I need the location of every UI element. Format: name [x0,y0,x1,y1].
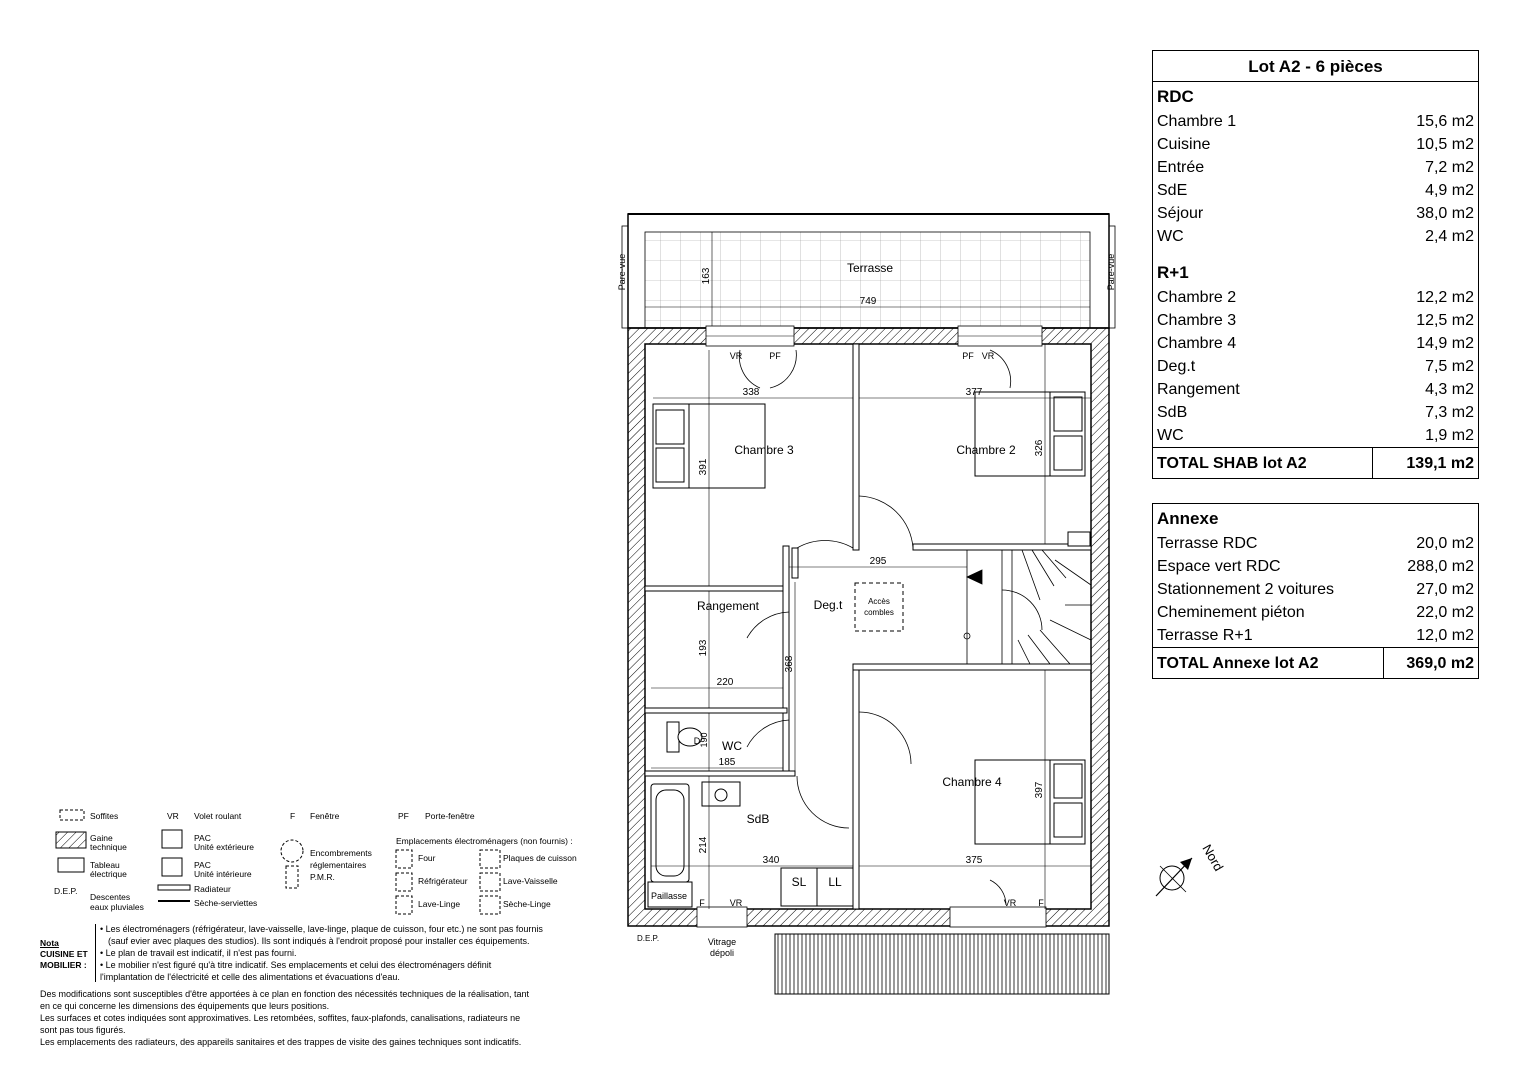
row-label: Chambre 2 [1157,289,1237,306]
legend-tableau-1: Tableau [90,860,120,870]
dim-391: 391 [698,458,709,476]
acces-combles-label-2: combles [864,608,894,617]
legend-tableau-2: électrique [90,869,127,879]
para-4: sont pas tous figurés. [40,1025,126,1035]
legend-pac-ui-1: PAC [194,860,211,870]
vr-label-4: VR [1003,898,1017,908]
room-label-degt: Deg.t [813,598,843,612]
dim-295: 295 [869,556,887,567]
legend-gaine-2: technique [90,842,127,852]
dep-label-plan: D.E.P. [636,934,660,943]
lave-linge-icon [396,896,412,914]
row-value: 2,4 m2 [1425,228,1474,245]
bullet-1b: (sauf evier avec plaques des studios). Ils sont indiqués à l'endroit proposé pour installer ces équipements. [108,936,530,946]
pare-vue-label-right: Pare-vue [1106,253,1116,291]
acces-combles-label-1: Accès [868,597,890,606]
radiateur-icon [158,885,190,890]
soffites-icon [60,810,84,820]
room-label-rangement: Rangement [696,599,760,613]
tableau-electrique-icon [58,858,84,872]
row-value: 4,9 m2 [1425,182,1474,199]
row-value: 7,2 m2 [1425,159,1474,176]
row-label: Séjour [1157,205,1204,222]
legend-emplacements: Emplacements électroménagers (non fournis) : [396,836,573,846]
section-title: R+1 [1157,262,1189,282]
dim-338: 338 [742,387,760,398]
row-value: 22,0 m2 [1416,604,1474,621]
total-label: TOTAL SHAB lot A2 [1153,448,1373,479]
legend-pac-ui-2: Unité intérieure [194,869,252,879]
total-label: TOTAL Annexe lot A2 [1153,648,1384,679]
f-label-2: F [1038,898,1044,908]
para-1: Des modifications sont susceptibles d'être apportées à ce plan en fonction des nécessités techniques de la réalisation, tant [40,989,530,999]
vitrage-label-2: dépoli [709,948,735,958]
f-label-1: F [699,898,705,908]
dim-397: 397 [1034,781,1045,799]
row-label: Deg.t [1157,358,1196,375]
legend-encombrements-1: Encombrements [310,848,372,858]
dim-220: 220 [716,677,734,688]
row-label: WC [1157,228,1184,245]
vr-label-2: VR [981,351,995,361]
vr-label-1: VR [729,351,743,361]
pf-label-1: PF [769,351,781,361]
row-label: Chambre 4 [1157,335,1237,352]
nota-block [40,938,88,971]
total-value: 139,1 m2 [1372,448,1478,479]
seche-linge-icon [480,896,500,914]
bullet-3b: l'implantation de l'électricité et celle des alimentations et évacuations d'eau. [100,972,400,982]
legend-pac-ue-1: PAC [194,833,211,843]
row-label: Rangement [1157,381,1240,398]
legend-pac-ue-2: Unité extérieure [194,842,255,852]
legend-vr-code: VR [167,811,179,821]
legend-ll: Lave-Linge [418,899,461,909]
legend-f: Fenêtre [310,811,340,821]
vitrage-label-1: Vitrage [707,937,737,947]
furniture [648,392,1085,907]
row-value: 14,9 m2 [1416,335,1474,352]
row-value: 10,5 m2 [1416,136,1474,153]
row-label: SdB [1157,404,1188,421]
nota-bullets [100,923,600,983]
dim-340: 340 [762,855,780,866]
legend-plaques: Plaques de cuisson [503,853,577,863]
room-label-terrasse: Terrasse [846,261,894,275]
legend-dep: D.E.P. [54,886,78,896]
para-2: en ce qui concerne les dimensions des équipements que leurs positions. [40,1001,330,1011]
dim-163: 163 [701,267,712,285]
row-label: Cheminement piéton [1157,604,1305,621]
sl-label: SL [791,875,807,889]
row-label: SdE [1157,182,1188,199]
row-label: Chambre 3 [1157,312,1237,329]
pf-label-2: PF [962,351,974,361]
row-label: Cuisine [1157,136,1211,153]
section-title: RDC [1157,86,1194,106]
lave-vaisselle-icon [480,873,500,891]
dim-214: 214 [698,836,709,854]
table-title: Lot A2 - 6 pièces [1153,51,1479,82]
nota-subtitle-1: CUISINE ET [40,949,88,959]
row-value: 7,5 m2 [1425,358,1474,375]
dim-185: 185 [718,757,736,768]
bullet-2: • Le plan de travail est indicatif, il n'est pas fourni. [100,948,297,958]
north-label: Nord [1199,841,1227,874]
dim-190: 190 [699,732,709,748]
row-value: 27,0 m2 [1416,581,1474,598]
legend-descentes-2: eaux pluviales [90,902,144,912]
legend-vr: Volet roulant [194,811,242,821]
dim-377: 377 [965,387,983,398]
dim-368: 368 [784,655,795,673]
ll-label: LL [828,875,842,889]
row-label: Entrée [1157,159,1205,176]
dim-193: 193 [698,639,709,657]
legend-encombrements-2: réglementaires [310,860,367,870]
legend-four: Four [418,853,436,863]
row-value: 15,6 m2 [1416,113,1474,130]
row-value: 12,2 m2 [1416,289,1474,306]
dim-326: 326 [1034,439,1045,457]
nota-title: Nota [40,938,59,948]
legend-f-code: F [290,811,296,821]
paillasse-label: Paillasse [650,891,688,901]
row-value: 7,3 m2 [1425,404,1474,421]
legend-lv: Lave-Vaisselle [503,876,558,886]
row-label: Chambre 1 [1157,113,1237,130]
row-label: Espace vert RDC [1157,558,1281,575]
pare-vue-label-left: Pare-vue [617,253,627,291]
legend-pf-code: PF [398,811,409,821]
north-compass-icon [1156,858,1192,896]
row-value: 12,0 m2 [1416,627,1474,644]
dim-749: 749 [859,296,877,307]
vr-label-3: VR [729,898,743,908]
legend-soffites: Soffites [90,811,119,821]
row-value: 1,9 m2 [1425,427,1474,444]
pmr-rect-icon [286,866,298,888]
legend-descentes-1: Descentes [90,892,131,902]
bullet-3a: • Le mobilier n'est figuré qu'à titre indicatif. Ses emplacements et celui des électroménagers définit [100,960,492,970]
pmr-circle-icon [281,840,303,862]
legend-sl: Sèche-Linge [503,899,551,909]
legend-encombrements-3: P.M.R. [310,872,335,882]
gaine-technique-icon [56,832,86,848]
row-value: 20,0 m2 [1416,535,1474,552]
row-value: 4,3 m2 [1425,381,1474,398]
legend-refri: Réfrigérateur [418,876,468,886]
section-title: Annexe [1157,508,1219,528]
nota-subtitle-2: MOBILIER : [40,960,87,970]
legend-seche: Sèche-serviettes [194,898,258,908]
refrigerateur-icon [396,873,412,891]
legend-pf: Porte-fenêtre [425,811,475,821]
legend-gaine-1: Gaine [90,833,113,843]
para-3: Les surfaces et cotes indiquées sont approximatives. Les retombées, soffites, faux-plafonds, canalisations, radiateurs ne [40,1013,521,1023]
dim-375: 375 [965,855,983,866]
row-value: 288,0 m2 [1407,558,1474,575]
disclaimer [40,988,600,1048]
bullet-1a: • Les électroménagers (réfrigérateur, lave-vaisselle, lave-linge, plaque de cuisson, four etc.) ne sont pas fournis [100,924,543,934]
row-label: WC [1157,427,1184,444]
four-icon [396,850,412,868]
para-5: Les emplacements des radiateurs, des appareils sanitaires et des trappes de visite des gaines techniques sont indicatifs. [40,1037,522,1047]
room-label-chambre2: Chambre 2 [956,443,1016,457]
room-label-sdb: SdB [746,812,770,826]
pac-ui-icon [162,858,182,876]
room-label-chambre4: Chambre 4 [942,775,1002,789]
row-label: Stationnement 2 voitures [1157,581,1334,598]
staircase [964,550,1091,664]
row-label: Terrasse R+1 [1157,627,1253,644]
row-value: 12,5 m2 [1416,312,1474,329]
d-label: D [693,736,701,746]
pac-ue-icon [162,830,182,848]
room-label-wc: WC [722,739,742,753]
row-value: 38,0 m2 [1416,205,1474,222]
room-label-chambre3: Chambre 3 [734,443,794,457]
total-value: 369,0 m2 [1383,648,1478,679]
plaques-icon [480,850,500,868]
row-label: Terrasse RDC [1157,535,1258,552]
legend-radiateur: Radiateur [194,884,231,894]
